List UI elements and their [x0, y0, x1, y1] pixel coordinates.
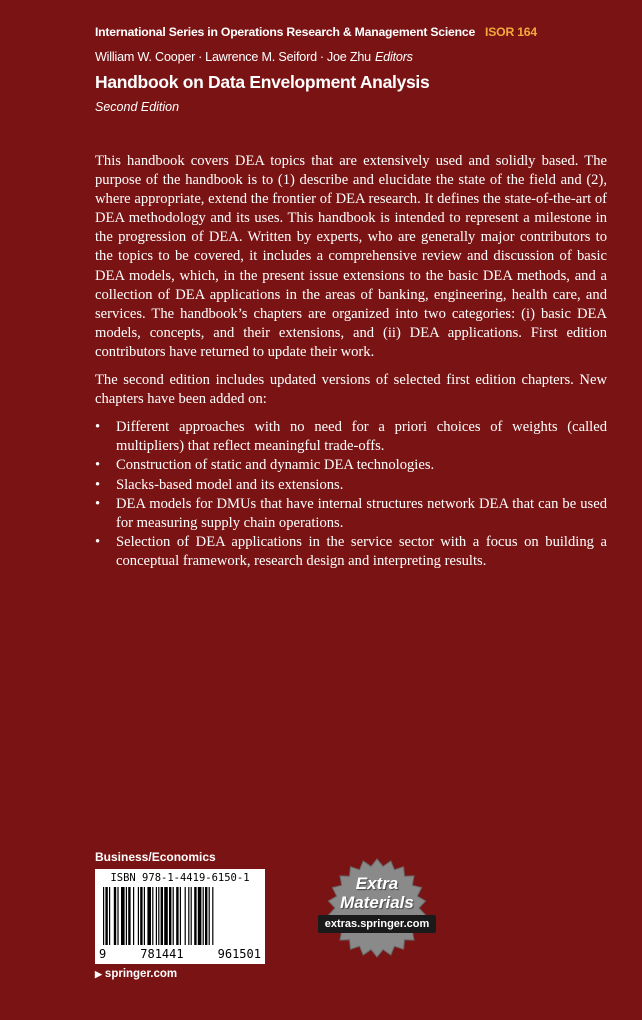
list-item: • Construction of static and dynamic DEA technologies.	[95, 457, 435, 474]
edition-label: Second Edition	[95, 100, 180, 114]
barcode-bars	[103, 887, 257, 945]
series-line	[95, 25, 537, 39]
editor-name: Lawrence M. Seiford	[205, 50, 317, 64]
barcode-bar	[144, 887, 145, 945]
barcode-bar	[194, 887, 196, 945]
barcode-bar	[180, 887, 181, 945]
barcode-bar	[191, 887, 192, 945]
barcode-bar	[103, 887, 104, 945]
description-paragraph: This handbook covers DEA topics that are extensively used and solidly based. The purpose of the handbook is to (1) describe and elucidate the state of the field and (2), where appropriate, extend the frontier of DEA research. It defines the state-of-the-art of DEA methodology and its uses. This handbook is intended to represent a milestone in the progression of DEA. Written by experts, who are generally major contributors to the topics to be covered, it includes a comprehensive review and discussion of basic DEA models, which, in the present issue extensions to the basic DEA methods, and a collection of DEA applications in the areas of banking, engineering, health care, and services. The handbook’s chapters are organized into two categories: (i) basic DEA models, concepts, and their extensions, and (ii) DEA applications. First edition contributors have returned to update their work.	[95, 153, 607, 360]
barcode-bar	[185, 887, 186, 945]
arrow-icon: ▶	[95, 969, 102, 979]
barcode-bar	[209, 887, 210, 945]
editor-name: Joe Zhu	[326, 50, 371, 64]
barcode-bar	[109, 887, 110, 945]
badge-url: extras.springer.com	[318, 915, 436, 933]
barcode-bar	[169, 887, 171, 945]
barcode-bar	[138, 887, 139, 945]
editor-name: William W. Cooper	[95, 50, 196, 64]
list-item: • DEA models for DMUs that have internal structures network DEA that can be used for measuring supply chain operations.	[95, 495, 607, 531]
barcode-bar	[126, 887, 127, 945]
subject-category: Business/Economics	[95, 850, 216, 864]
extra-materials-badge	[312, 858, 442, 958]
barcode-bar	[173, 887, 174, 945]
barcode-bar	[176, 887, 178, 945]
barcode-bar	[188, 887, 189, 945]
new-chapters-list	[95, 418, 607, 571]
barcode-bar	[105, 887, 107, 945]
barcode-bar	[205, 887, 207, 945]
barcode-bar	[147, 887, 151, 945]
isor-number: ISOR 164	[485, 25, 537, 39]
isbn-barcode	[95, 869, 265, 964]
isbn-label: ISBN 978-1-4419-6150-1	[110, 872, 250, 884]
barcode-bar	[152, 887, 153, 945]
editors-line: William W. Cooper · Lawrence M. Seiford · Joe Zhu Editors	[95, 50, 413, 64]
barcode-bar	[198, 887, 202, 945]
barcode-bar	[128, 887, 130, 945]
barcode-digits: 9 781441 961501	[99, 947, 261, 961]
description	[95, 152, 607, 571]
barcode-bar	[133, 887, 134, 945]
badge-line1: Extra	[355, 874, 399, 893]
barcode-bar	[164, 887, 168, 945]
badge-line2: Materials	[340, 893, 414, 912]
barcode-bar	[156, 887, 157, 945]
barcode-bar	[161, 887, 163, 945]
book-title: Handbook on Data Envelopment Analysis	[95, 72, 430, 92]
barcode-bar	[140, 887, 142, 945]
list-item: • Selection of DEA applications in the service sector with a focus on building a conceptual framework, research design and interpreting results.	[95, 533, 607, 569]
barcode-bar	[212, 887, 213, 945]
publisher-link[interactable]: ▶ springer.com	[95, 968, 178, 980]
barcode-bar	[121, 887, 125, 945]
description-paragraph: The second edition includes updated versions of selected first edition chapters. New chapters have been added on:	[95, 372, 607, 408]
barcode-bar	[117, 887, 118, 945]
list-item: • Different approaches with no need for a priori choices of weights (called multipliers) that reflect meaningful trade-offs.	[95, 419, 607, 455]
barcode-bar	[158, 887, 159, 945]
list-item: • Slacks-based model and its extensions.	[95, 476, 344, 493]
series-title: International Series in Operations Research & Management Science	[95, 25, 476, 39]
barcode-bar	[203, 887, 204, 945]
editors-role: Editors	[374, 50, 413, 64]
barcode-bar	[114, 887, 116, 945]
